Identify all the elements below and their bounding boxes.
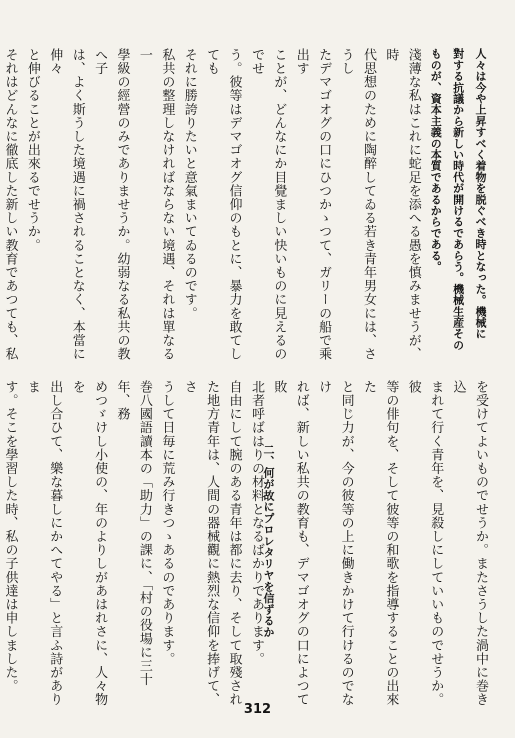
text-column: 自由にして腕のある青年は都に去り、そして取殘され	[226, 380, 242, 707]
text-column: 巻八國語讀本の「助力」の課に、「村の役場に三十年、務	[114, 380, 152, 687]
text-column: と同じ力が、今の彼等の上に働きかけて行けるのでなけ	[316, 380, 354, 707]
text-column: めつゞけし小使の、年のよりしがあはれさに、人々物を	[69, 380, 108, 707]
text-column: た地方青年は、人間の器械觀に熱烈な信仰を捧げて、さ	[181, 380, 220, 707]
page-number: 312	[243, 702, 272, 717]
text-column: 代思想のために陶醉してゐる若き青年男女には、さうし	[338, 48, 376, 361]
text-column: れば、新しい私共の教育も、デマゴオグの口によつて敗	[271, 380, 309, 707]
text-column: まれて行く青年を、見殺しにしていいものでせうか。彼	[405, 380, 444, 707]
text-column: それはどんなに徹底した新しい教育であつても、私	[2, 48, 18, 361]
text-column: うして日毎に荒み行きつゝあるのであります。	[159, 380, 175, 666]
text-column: を受けてよいものでせうか。またさうした渦中に巻き込	[450, 380, 488, 707]
text-column: たデマゴオグの口にひつかゝつて、ガリーの船で乘出す	[293, 48, 332, 361]
lower-text-block	[0, 380, 491, 710]
text-column: 北者呼ばはりの材料となるばかりであります。	[248, 380, 264, 666]
text-column: 私共の整理しなければならない境遇、それは單なる一	[136, 48, 175, 361]
text-column: それに勝誇りたいと意氣まいてゐるのです。	[181, 48, 197, 320]
text-column: 出し合ひて、樂な暮しにかへてやる」と言ふ詩がありま	[24, 380, 63, 707]
upper-text-block	[0, 48, 491, 366]
text-column: 學級の經營のみでありませうか。幼弱なる私共の教へ子	[92, 48, 130, 361]
text-column: 人々は今や上昇すべく着物を脱ぐべき時となった。機械に	[474, 48, 487, 340]
section-heading: 二、何が故にプロレタリヤを信ずるか	[262, 444, 275, 638]
text-column: う。彼等はデマゴオグ信仰のもとに、暴力を敢てしても	[204, 48, 242, 361]
text-column: 對する抗議から新しい時代が開けるであらう。機械生産その	[451, 48, 465, 351]
text-column: 淺薄な私はこれに蛇足を添へる愚を慎みませうが、時	[383, 48, 421, 361]
text-column: は、よく斯うした境遇に禍されることなく、本當に伸々	[47, 48, 85, 361]
text-column: と伸びることが出來るでせうか。	[24, 48, 40, 252]
text-column: す。そこを學習した時、私の子供達は申しました。	[2, 380, 18, 693]
text-column: ものが、資本主義の本質であるからである。	[429, 48, 443, 272]
text-column: ことが、どんなにか目覺ましい快いものに見えるのでせ	[248, 48, 287, 361]
text-column: 等の俳句を、そして彼等の和歌を指導することの出來た	[360, 380, 399, 707]
